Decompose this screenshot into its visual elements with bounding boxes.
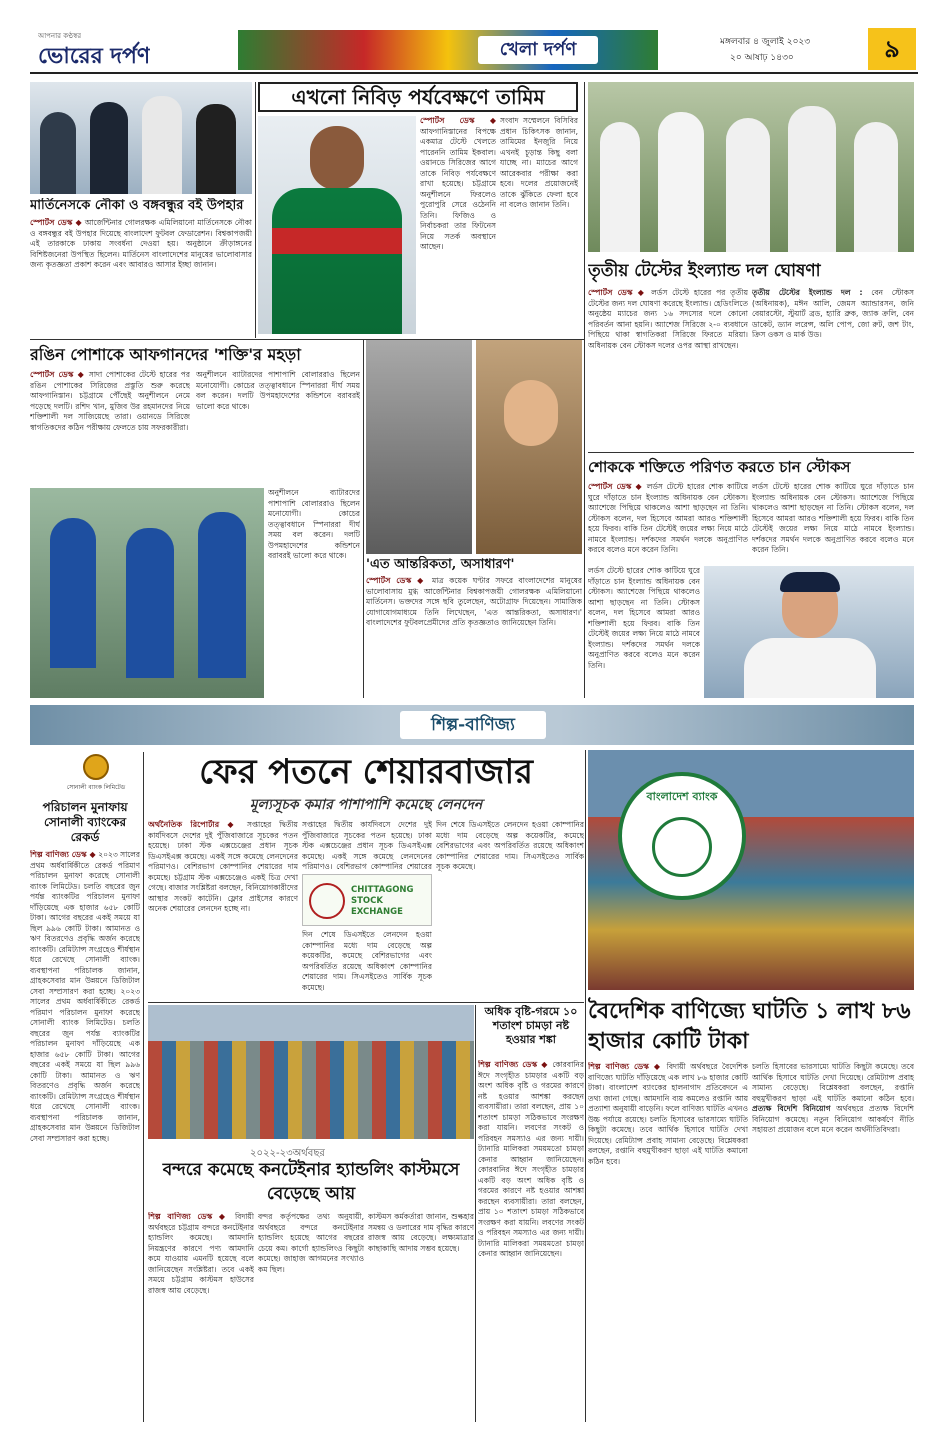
stokes-byline: স্পোর্টস ডেস্ক ◆ [588,482,644,491]
trade-body-col2 [752,1062,914,1424]
sonali-logo-caption: সোনালী ব্যাংক লিমিটেড [66,784,126,791]
row-rule [588,452,914,453]
england-headline: তৃতীয় টেস্টের ইংল্যান্ড দল ঘোষণা [588,261,821,281]
sonali-text: ২০২৩ সালের প্রথম অর্ধবার্ষিকীতে রেকর্ড পরিমাণ পরিচালন মুনাফা করেছে সোনালী ব্যাংক লিমিটেড। চলতি বছরের জুন পর্যন্ত ব্যাংকটির পরিচালন মুনাফা দাঁড়িয়েছে এক হাজার ৬৫৮ কোটি টাকা। আগের বছরের একই সময়ে যা ছিল ৯৯৬ কোটি টাকা। আমানত ও ঋণ বিতরণেও প্রবৃদ্ধি অর্জন করেছে ব্যাংকটি। রেমিট্যান্স সংগ্রহেও শীর্ষস্থান ধরে রেখেছে সোনালী ব্যাংক। ব্যবস্থাপনা পরিচালক জানান, গ্রাহকসেবার মান উন্নয়নে ডিজিটাল সেবা সম্প্রসারণ করা হচ্ছে। [30,850,140,996]
player-silhouette [788,106,836,252]
tamim-headline-box [258,82,578,112]
martinez-byline: স্পোর্টস ডেস্ক ◆ [30,218,83,227]
intimacy-body [366,576,582,698]
afghan-headline: রঙিন পোশাকে আফগানদের 'শক্তি'র মহড়া [30,345,301,364]
trade-text: বিদায়ী অর্থবছরে বৈদেশিক বাণিজ্যে ঘাটতি দাঁড়িয়েছে এক লাখ ৮৬ হাজার কোটি টাকা। বাংলাদেশ ব্যাংকের হালনাগাদ প্রতিবেদনে এ তথ্য জানা গেছে। আমদানি ব্যয় কমলেও রপ্তানি আয় প্রত্যাশা অনুযায়ী বাড়েনি। ফলে বাণিজ্য ঘাটতি এখনও উচ্চ পর্যায়ে রয়েছে। [588,1062,748,1124]
player-silhouette [50,518,96,668]
intimacy-photo-right [476,340,582,554]
port-body [148,1212,254,1422]
england-photo [588,82,914,252]
business-banner [30,705,914,745]
england-squad-label: তৃতীয় টেস্টের ইংল্যান্ড দল : [752,288,863,297]
leather-byline: শিল্প বাণিজ্য ডেস্ক ◆ [478,1060,549,1069]
sonali-headline: পরিচালন মুনাফায় সোনালী ব্যাংকের রেকর্ড [42,800,128,844]
sonali-logo-mark [83,754,109,780]
cse-logo-seal [309,883,345,919]
leather-text-repeat: কোরবানির ঈদে সংগৃহীত চামড়ার একটি বড় অংশ অধিক বৃষ্টি ও গরমের কারণে নষ্ট হওয়ার আশঙ্কা করছেন ব্যবসায়ীরা। তারা বলছেন, প্রায় ১০ শতাংশ চামড়া সঠিকভাবে সংরক্ষণ করা যায়নি। লবণের সংকট ও পরিবহন সমস্যাও এর জন্য দায়ী। ট্যানারি মালিকরা সময়মতো চামড়া কেনার আহ্বান জানিয়েছেন। [478,1165,584,1258]
row-rule [148,1002,584,1003]
person-silhouette [40,112,76,194]
england-byline: স্পোর্টস ডেস্ক ◆ [588,288,647,297]
port-body-2: বন্দর কর্তৃপক্ষের তথ্য অনুযায়ী, অর্থবছরে বন্দরে কনটেইনার হ্যান্ডলিং হয়েছে আগের বছরের চেয়ে কম। কার্গো হ্যান্ডলিংও কিছুটা কমেছে। জাহাজ আগমনের সংখ্যাও কম ছিল। [258,1212,364,1274]
afghan-photo [30,488,264,698]
column-rule [143,752,144,1422]
trade-body [588,1062,748,1424]
cse-logo [302,874,432,926]
afghan-body-3: অনুশীলনে ব্যাটারদের পাশাপাশি বোলাররাও ছিলেন মনোযোগী। কোচের তত্ত্বাবধানে স্পিনাররা দীর্ঘ সময় বল করেন। দলটি উপমহাদেশের কন্ডিশনে বরাবরই ভালো করে থাকে। [268,488,360,560]
trade-text-4: অর্থবছরে প্রত্যক্ষ বিদেশি বিনিয়োগ কমেছে। নতুন বিনিয়োগ আকর্ষণে নীতি সহায়তা প্রয়োজন বলে মনে করেন অর্থনীতিবিদরা। [752,1104,914,1134]
intimacy-photo-left [366,340,472,554]
masthead-date: মঙ্গলবার ৪ জুলাই ২০২৩ [720,37,811,47]
bangladesh-bank-logo [618,772,746,900]
share-subhead: মূল্যসূচক কমার পাশাপাশি কমেছে লেনদেন [249,797,483,813]
sonali-text-repeat: ২০২৩ সালের প্রথম অর্ধবার্ষিকীতে রেকর্ড পরিমাণ পরিচালন মুনাফা করেছে সোনালী ব্যাংক লিমিটেড। চলতি বছরের জুন পর্যন্ত ব্যাংকটির পরিচালন মুনাফা দাঁড়িয়েছে এক হাজার ৬৫৮ কোটি টাকা। আগের বছরের একই সময়ে যা ছিল ৯৯৬ কোটি টাকা। আমানত ও ঋণ বিতরণেও প্রবৃদ্ধি অর্জন করেছে ব্যাংকটি। রেমিট্যান্স সংগ্রহেও শীর্ষস্থান ধরে রেখেছে সোনালী ব্যাংক। ব্যবস্থাপনা পরিচালক জানান, গ্রাহকসেবার মান উন্নয়নে ডিজিটাল সেবা সম্প্রসারণ করা হচ্ছে। [30,986,140,1143]
share-body-3: দিন শেষে ডিএসইতে লেনদেন হওয়া কোম্পানির মধ্যে দাম বেড়েছে অল্প কয়েকটির, কমেছে বেশিরভাগের এবং অপরিবর্তিত রয়েছে অধিকাংশ কোম্পানির শেয়ারের দাম। সিএসইতেও সার্বিক সূচক কমেছে। [436,820,584,871]
paper-name: ভোরের দর্পণ [38,43,151,69]
leather-body [478,1060,584,1422]
person-silhouette [142,96,182,194]
leather-headline: অধিক বৃষ্টি-গরমে ১০ শতাংশ চামড়া নষ্ট হওয়ার শঙ্কা [484,1005,578,1046]
business-title-box [400,711,546,739]
person-silhouette [90,102,128,194]
player-silhouette [854,122,898,252]
port-body-3: কাস্টমস কর্মকর্তারা জানান, শুল্কহার সমন্বয় ও ডলারের দাম বৃদ্ধির কারণে রাজস্ব আয় বেড়েছে। লক্ষ্যমাত্রার কাছাকাছি আদায় সম্ভব হয়েছে। [368,1212,474,1253]
martinez-text: আর্জেন্টিনার গোলরক্ষক এমিলিয়ানো মার্তিনেসকে নৌকা ও বঙ্গবন্ধুর বই উপহার দিয়েছে বাংলাদেশ ফুটবল ফেডারেশন। বিশ্বকাপজয়ী এই তারকাকে ঢাকায় সংবর্ধনা দেওয়া হয়। অনুষ্ঠানে ক্রীড়াঙ্গনের বিশিষ্টজনেরা উপস্থিত ছিলেন। মার্তিনেস বাংলাদেশের মানুষের ভালোবাসার জন্য কৃতজ্ঞতা প্রকাশ করেন এবং আবারও আসার ইচ্ছা জানান। [30,218,252,269]
trade-byline: শিল্প বাণিজ্য ডেস্ক ◆ [588,1062,663,1071]
column-rule [584,82,585,698]
tamim-photo [258,116,416,334]
afghan-body [30,370,190,482]
jersey-stripe [272,228,402,254]
player-silhouette [600,122,640,252]
port-sky [148,1005,474,1041]
intimacy-text: মাত্র কয়েক ঘণ্টার সফরে বাংলাদেশের মানুষের ভালোবাসায় মুগ্ধ আর্জেন্টিনার বিশ্বকাপজয়ী গোলরক্ষক এমিলিয়ানো মার্তিনেস। ভক্তদের সঙ্গে ছবি তুলেছেন, অটোগ্রাফ দিয়েছেন। সামাজিক যোগাযোগমাধ্যমে তিনি লিখেছেন, 'এত আন্তরিকতা, অসাধারণ।' বাংলাদেশের ফুটবলপ্রেমীদের প্রতি কৃতজ্ঞতাও জানিয়েছেন তিনি। [366,576,582,627]
england-body [588,288,748,448]
england-text: লর্ডস টেস্টে হারের পর তৃতীয় টেস্টের জন্য দল ঘোষণা করেছে ইংল্যান্ড। হেডিংলিতে অনুষ্ঠেয় ম্যাচের জন্য ১৬ সদস্যের দলে কোনো পরিবর্তন আনা হয়নি। অ্যাশেজ সিরিজে ২-০ ব্যবধানে পিছিয়ে থাকা স্বাগতিকরা সিরিজে ফিরতে মরিয়া। অধিনায়ক বেন স্টোকস দলের ওপর আস্থা রাখছেন। [588,288,748,350]
share-body [148,820,298,1000]
martinez-body [30,218,252,336]
masthead [30,28,918,74]
afghan-text: সাদা পোশাকের টেস্টে হারের পর রঙিন পোশাকের সিরিজের প্রস্তুতি শুরু করেছে আফগানিস্তান। চট্টগ্রামে পৌঁছেই অনুশীলনে নেমে পড়েছে দলটি। রশিদ খান, মুজিব উর রহমানদের নিয়ে শক্তিশালী দল সাজিয়েছে তারা। ওয়ানডে সিরিজে স্বাগতিকদের কঠিন পরীক্ষায় ফেলতে চায় সফরকারীরা। [30,370,190,432]
section-title: খেলা দর্পণ [499,39,577,60]
bangladesh-bank-emblem [652,817,712,877]
stokes-body [588,482,748,562]
sonali-logo [60,754,132,796]
port-year-tag: ২০২২-২৩অর্থবছর [250,1148,325,1159]
trade-text-2: চলতি হিসাবের ভারসাম্যে ঘাটতি কিছুটা কমেছে। তবে আর্থিক হিসাবে ঘাটতি দেখা দিয়েছে। রেমিট্যান্স প্রবাহ সামান্য বেড়েছে। বিশ্লেষকরা বলছেন, রপ্তানি বহুমুখীকরণ ছাড়া এই ঘাটতি কমানো কঠিন হবে। [588,1114,748,1166]
player-cap [780,572,840,592]
stokes-text: লর্ডস টেস্টে হারের শোক কাটিয়ে ঘুরে দাঁড়াতে চান ইংল্যান্ড অধিনায়ক বেন স্টোকস। অ্যাশেজে পিছিয়ে থাকলেও আশা ছাড়ছেন না তিনি। স্টোকস বলেন, দল হিসেবে আমরা আরও শক্তিশালী হয়ে ফিরব। বাকি তিন টেস্টেই জয়ের লক্ষ্য নিয়ে মাঠে নামবে ইংল্যান্ড। দর্শকদের সমর্থন দলকে অনুপ্রাণিত করবে বলেও মনে করেন তিনি। [588,482,748,554]
business-title: শিল্প-বাণিজ্য [431,715,515,735]
port-text: বিদায়ী অর্থবছরে চট্টগ্রাম বন্দরে কনটেইনার হ্যান্ডলিং কমেছে। আমদানি নিয়ন্ত্রণের কারণে পণ্য আমদানি কমে যাওয়ায় এমনটি হয়েছে বলে জানিয়েছেন সংশ্লিষ্টরা। তবে একই সময়ে চট্টগ্রাম কাস্টমস হাউসের রাজস্ব আয় বেড়েছে। [148,1212,254,1295]
trade-subhead: প্রত্যক্ষ বিদেশি বিনিয়োগ [752,1104,831,1113]
stokes-photo [704,566,914,698]
tamim-body-2: সংবাদ সম্মেলনে বিসিবির প্রধান চিকিৎসক জানান, তামিমের ইনজুরি নিয়ে এখনই চূড়ান্ত কিছু বলা যাচ্ছে না। ম্যাচের আগে আরেকবার পরীক্ষা করা হবে। দলের প্রয়োজনেই তাকে ঝুঁকিতে ফেলা হবে না বলেও জানান তিনি। [500,116,578,209]
player-head [310,126,364,190]
leather-text: কোরবানির ঈদে সংগৃহীত চামড়ার একটি বড় অংশ অধিক বৃষ্টি ও গরমের কারণে নষ্ট হওয়ার আশঙ্কা করছেন ব্যবসায়ীরা। তারা বলছেন, প্রায় ১০ শতাংশ চামড়া সঠিকভাবে সংরক্ষণ করা যায়নি। লবণের সংকট ও পরিবহন সমস্যাও এর জন্য দায়ী। ট্যানারি মালিকরা সময়মতো চামড়া কেনার আহ্বান জানিয়েছেন। [478,1060,584,1164]
paper-tagline: আপনার কণ্ঠস্বর [38,32,82,40]
column-rule [585,750,586,1422]
port-headline: বন্দরে কমেছে কনটেইনার হ্যান্ডলিং কাস্টমসে বেড়েছে আয় [162,1160,460,1204]
sonali-body [30,850,140,1422]
bangladesh-bank-logo-text: বাংলাদেশ ব্যাংক [646,790,718,803]
share-headline: ফের পতনে শেয়ারবাজার [199,752,533,792]
masthead-date-bn: ২০ আষাঢ় ১৪৩০ [730,53,794,63]
intimacy-byline: স্পোর্টস ডেস্ক ◆ [366,576,427,585]
intimacy-headline: 'এত আন্তরিকতা, অসাধারণ' [366,557,515,572]
share-byline: অর্থনৈতিক রিপোর্টার ◆ [148,820,240,829]
stokes-headline: শোককে শক্তিতে পরিণত করতে চান স্টোকস [588,458,851,476]
sonali-byline: শিল্প বাণিজ্য ডেস্ক ◆ [30,850,96,859]
stokes-body-2: লর্ডস টেস্টে হারের শোক কাটিয়ে ঘুরে দাঁড়াতে চান ইংল্যান্ড অধিনায়ক বেন স্টোকস। অ্যাশেজে পিছিয়ে থাকলেও আশা ছাড়ছেন না তিনি। স্টোকস বলেন, দল হিসেবে আমরা আরও শক্তিশালী হয়ে ফিরব। বাকি তিন টেস্টেই জয়ের লক্ষ্য নিয়ে মাঠে নামবে ইংল্যান্ড। দর্শকদের সমর্থন দলকে অনুপ্রাণিত করবে বলেও মনে করেন তিনি। [752,482,914,554]
page-number: ৯ [868,28,916,70]
trade-headline: বৈদেশিক বাণিজ্যে ঘাটতি ১ লাখ ৮৬ হাজার কোটি টাকা [588,998,911,1054]
bangladesh-bank-photo [588,750,914,990]
tamim-body [420,116,496,334]
share-text: সপ্তাহের দ্বিতীয় কার্যদিবসে দেশের দুই পুঁজিবাজারে সূচকের পতন হয়েছে। ঢাকা স্টক এক্সচেঞ্জের প্রধান সূচক ডিএসইএক্স কমেছে। একই সঙ্গে কমেছে লেনদেনের পরিমাণও। বেশিরভাগ কোম্পানির শেয়ারের দাম কমেছে। চট্টগ্রাম স্টক এক্সচেঞ্জেও একই চিত্র দেখা গেছে। বাজার সংশ্লিষ্টরা বলছেন, বিনিয়োগকারীদের আস্থার সংকট কাটেনি। ফ্লোর প্রাইসের কারণে অনেক শেয়ারের লেনদেন হচ্ছে না। [148,820,298,913]
tamim-byline: স্পোর্টস ডেস্ক ◆ [420,116,496,125]
stokes-body-3: লর্ডস টেস্টে হারের শোক কাটিয়ে ঘুরে দাঁড়াতে চান ইংল্যান্ড অধিনায়ক বেন স্টোকস। অ্যাশেজে পিছিয়ে থাকলেও আশা ছাড়ছেন না তিনি। স্টোকস বলেন, দল হিসেবে আমরা আরও শক্তিশালী হয়ে ফিরব। বাকি তিন টেস্টেই জয়ের লক্ষ্য নিয়ে মাঠে নামবে ইংল্যান্ড। দর্শকদের সমর্থন দলকে অনুপ্রাণিত করবে বলেও মনে করেন তিনি। [588,566,700,670]
martinez-photo [30,82,252,194]
row-rule [30,339,584,340]
section-title-box [478,36,598,64]
column-rule [255,82,256,338]
trade-text-3: চলতি হিসাবের ভারসাম্যে ঘাটতি কিছুটা কমেছে। তবে আর্থিক হিসাবে ঘাটতি দেখা দিয়েছে। রেমিট্যান্স প্রবাহ সামান্য বেড়েছে। বিশ্লেষকরা বলছেন, রপ্তানি বহুমুখীকরণ ছাড়া এই ঘাটতি কমানো কঠিন হবে। [752,1062,914,1103]
tamim-headline: এখনো নিবিড় পর্যবেক্ষণে তামিম [291,85,545,109]
share-body-4: দিন শেষে ডিএসইতে লেনদেন হওয়া কোম্পানির মধ্যে দাম বেড়েছে অল্প কয়েকটির, কমেছে বেশিরভাগের এবং অপরিবর্তিত রয়েছে অধিকাংশ কোম্পানির শেয়ারের দাম। সিএসইতেও সার্বিক সূচক কমেছে। [302,930,432,992]
port-photo [148,1005,474,1139]
martinez-headline: মার্তিনেসকে নৌকা ও বঙ্গবন্ধুর বই উপহার [30,198,244,213]
share-body-2: সপ্তাহের দ্বিতীয় কার্যদিবসে দেশের দুই পুঁজিবাজারে সূচকের পতন হয়েছে। ঢাকা স্টক এক্সচেঞ্জের প্রধান সূচক ডিএসইএক্স কমেছে। একই সঙ্গে কমেছে লেনদেনের পরিমাণও। বেশিরভাগ কোম্পানির শেয়ারের [302,820,432,870]
player-silhouette [198,512,246,678]
face-silhouette [504,380,558,446]
masthead-banner [238,30,658,70]
player-silhouette [126,528,174,678]
column-rule [475,1005,476,1422]
tamim-text: আফগানিস্তানের বিপক্ষে একমাত্র টেস্টে খেলতে পারেননি তামিম ইকবাল। ওয়ানডে সিরিজের আগে তাকে নিবিড় পর্যবেক্ষণে রাখা হয়েছে। চট্টগ্রামে অনুশীলনে ফিরলেও পুরোপুরি সেরে ওঠেননি তিনি। ফিজিও ও নির্বাচকরা তার ফিটনেস নিয়ে সতর্ক অবস্থানে আছেন। [420,126,496,251]
person-silhouette [196,104,236,194]
england-squad [752,288,914,448]
cse-logo-text: CHITTAGONG STOCK EXCHANGE [351,885,414,917]
player-jersey [272,188,402,334]
player-body [744,638,876,698]
column-rule [363,340,364,698]
player-silhouette [726,118,770,252]
afghan-byline: স্পোর্টস ডেস্ক ◆ [30,370,86,379]
england-squad-text: বেন স্টোকস (অধিনায়ক), মঈন আলি, জেমস অ্যান্ডারসন, জনি বেয়ারস্টো, স্টুয়ার্ট ব্রড, হ্যারি ব্রুক, জ্যাক ক্রলি, বেন ডাকেট, ড্যান লরেন্স, অলি পোপ, জো রুট, জশ টাং, ক্রিস ওকস ও মার্ক উড। [752,288,914,339]
port-byline: শিল্প বাণিজ্য ডেস্ক ◆ [148,1212,229,1221]
player-silhouette [658,112,704,252]
afghan-body-2: অনুশীলনে ব্যাটারদের পাশাপাশি বোলাররাও ছিলেন মনোযোগী। কোচের তত্ত্বাবধানে স্পিনাররা দীর্ঘ সময় বল করেন। দলটি উপমহাদেশের কন্ডিশনে বরাবরই ভালো করে থাকে। [196,370,360,411]
